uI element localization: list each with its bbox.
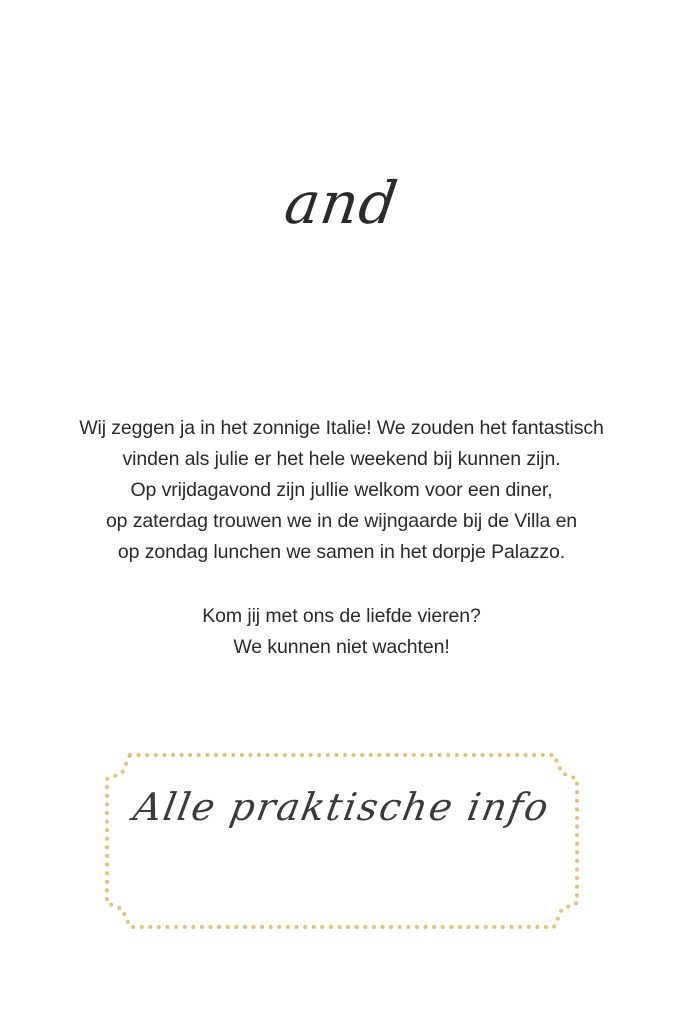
info-box-title: Alle praktische info — [130, 785, 554, 829]
closing-paragraph — [0, 601, 683, 663]
paragraph-line: op zondag lunchen we samen in het dorpje Palazzo. — [117, 541, 566, 563]
dotted-frame-border — [104, 752, 580, 930]
paragraph-line: vinden als julie er het hele weekend bij kunnen zijn. — [122, 448, 561, 470]
closing-line: We kunnen niet wachten! — [233, 636, 450, 658]
paragraph-line: Wij zeggen ja in het zonnige Italie! We zouden het fantastisch — [79, 417, 604, 439]
paragraph-line: op zaterdag trouwen we in de wijngaarde bij de Villa en — [105, 510, 578, 532]
paragraph-line: Op vrijdagavond zijn jullie welkom voor een diner, — [130, 479, 553, 501]
info-box-frame — [104, 752, 580, 930]
invitation-paragraph — [0, 413, 683, 568]
script-heading-and: and — [280, 169, 403, 237]
closing-line: Kom jij met ons de liefde vieren? — [202, 605, 481, 627]
